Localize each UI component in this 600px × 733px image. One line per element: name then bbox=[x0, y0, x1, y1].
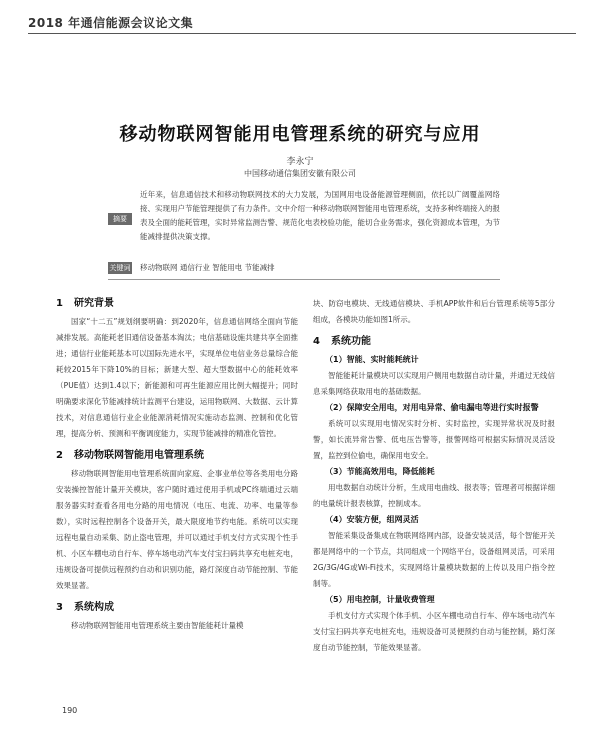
header-text: 2018 年通信能源会议论文集 bbox=[28, 16, 194, 30]
section-number: 1 bbox=[56, 298, 63, 309]
right-column bbox=[313, 296, 555, 656]
section-3-continued: 块、防窃电模块、无线通信模块、手机APP软件和后台管理系统等5部分组成，各模块功能如图1所示。 bbox=[313, 299, 555, 324]
section-1-title bbox=[56, 296, 298, 312]
header-rule bbox=[28, 33, 576, 34]
section-heading: 系统功能 bbox=[331, 336, 371, 347]
section-1-paragraph: 国家“十二五”规划纲要明确：到2020年，信息通信网络全面向节能减排发展。高能耗老旧通信设备基本淘汰；电信基础设施共建共享全面推进；通信行业能耗基本可以国际先进水平，实现单位电信业务总量综合能耗较2015年下降10%的目标；新建大型、超大型数据中心的能耗效率（PUE值）达到1.4以下；新能源和可再生能源应用比例大幅提升；同时明确要求深化节能减排统计监测平台建设，运用物联网、大数据、云计算技术，对信息通信行业企业能源消耗情况实施动态监测、控制和优化管理，提高分析、预测和平衡调度能力，实现节能减排的精准化管控。 bbox=[56, 317, 298, 438]
running-header bbox=[28, 8, 576, 34]
abstract-rule bbox=[108, 279, 500, 280]
subsection-1-title: （1）智能、实时能耗统计 bbox=[325, 355, 419, 364]
section-heading: 研究背景 bbox=[74, 298, 114, 309]
section-2-paragraph: 移动物联网智能用电管理系统面向家庭、企事业单位等各类用电分路安装操控智能计量开关模块，客户随时通过使用手机或PC终端通过云端服务器实时查看各用电分路的用电情况（电压、电流、功率、电量等参数），实时远程控制各个设备开关，最大限度地节约电能。系统可以实现远程电量自动采集、防止盗电管理，并可以通过手机支付方式实现个性手机、小区车棚电动自行车、停车场电动汽车支付宝扫码共享充电桩充电，违规设备可提供远程预约自动和识别功能，路灯深度自动节能控制、节能效果显著。 bbox=[56, 469, 298, 590]
section-number: 3 bbox=[56, 602, 63, 613]
section-4-title bbox=[313, 334, 555, 350]
subsection-1-paragraph: 智能能耗计量模块可以实现用户侧用电数据自动计量，并通过无线信息采集网络获取用电的基础数据。 bbox=[313, 371, 555, 396]
abstract-text: 近年来，信息通信技术和移动物联网技术的大力发展，为国网用电设备能源管理侧面，依托以广阔覆盖网络接、实现用户节能管理提供了有力条件。文中介绍一种移动物联网智能用电管理系统，支持多种终端接入的报表及全面的能耗管理，实时异常监测告警、规范化电表校验功能，能切合业务需求，强化资源成本管理，为节能减排提供决策支撑。 bbox=[140, 190, 500, 241]
keywords-text: 移动物联网 通信行业 智能用电 节能减排 bbox=[140, 263, 275, 272]
paper-title: 移动物联网智能用电管理系统的研究与应用 bbox=[119, 124, 481, 145]
author: 李永宁 bbox=[286, 157, 314, 167]
subsection-5-title: （5）用电控制，计量收费管理 bbox=[325, 595, 435, 604]
subsection-3-paragraph: 用电数据自动统计分析，生成用电曲线、报表等；管理者可根据详细的电量统计报表核算，控制成本。 bbox=[313, 483, 555, 508]
section-heading: 系统构成 bbox=[74, 602, 114, 613]
left-column bbox=[56, 296, 298, 634]
keywords-label: 关键词 bbox=[109, 264, 131, 272]
subsection-5-paragraph: 手机支付方式实现个体手机、小区车棚电动自行车、停车场电动汽车支付宝扫码共享充电桩充电，违规设备可灵便预约自动与能控制，路灯深度自动节能控制，节能效果显著。 bbox=[313, 611, 555, 652]
subsection-4-paragraph: 智能采集设备集成在物联网络网内部，设备安装灵活，每个智能开关都是网络中的一个节点，共同组成一个网络平台，设备组网灵活，可采用2G/3G/4G或Wi-Fi技术，实现网络计量模块数据的上传以及用户指令控制等。 bbox=[313, 531, 555, 588]
subsection-2-paragraph: 系统可以实现用电情况实时分析、实时监控，实现异常状况及时报警，如长流异常告警、低电压告警等，报警网络可根据实际情况灵活设置，监控到位偷电，确保用电安全。 bbox=[313, 419, 555, 460]
section-number: 2 bbox=[56, 450, 63, 461]
section-2-title bbox=[56, 448, 298, 464]
subsection-4-title: （4）安装方便，组网灵活 bbox=[325, 515, 419, 524]
section-3-paragraph: 移动物联网智能用电管理系统主要由智能能耗计量模 bbox=[71, 621, 244, 630]
section-number: 4 bbox=[313, 336, 320, 347]
affiliation: 中国移动通信集团安徽有限公司 bbox=[244, 169, 356, 178]
subsection-2-title: （2）保障安全用电，对用电异常、偷电漏电等进行实时报警 bbox=[325, 403, 539, 412]
page-number: 190 bbox=[62, 706, 78, 715]
section-3-title bbox=[56, 600, 298, 616]
section-heading: 移动物联网智能用电管理系统 bbox=[74, 450, 204, 461]
abstract-label: 摘要 bbox=[108, 213, 132, 225]
subsection-3-title: （3）节能高效用电，降低能耗 bbox=[325, 467, 435, 476]
